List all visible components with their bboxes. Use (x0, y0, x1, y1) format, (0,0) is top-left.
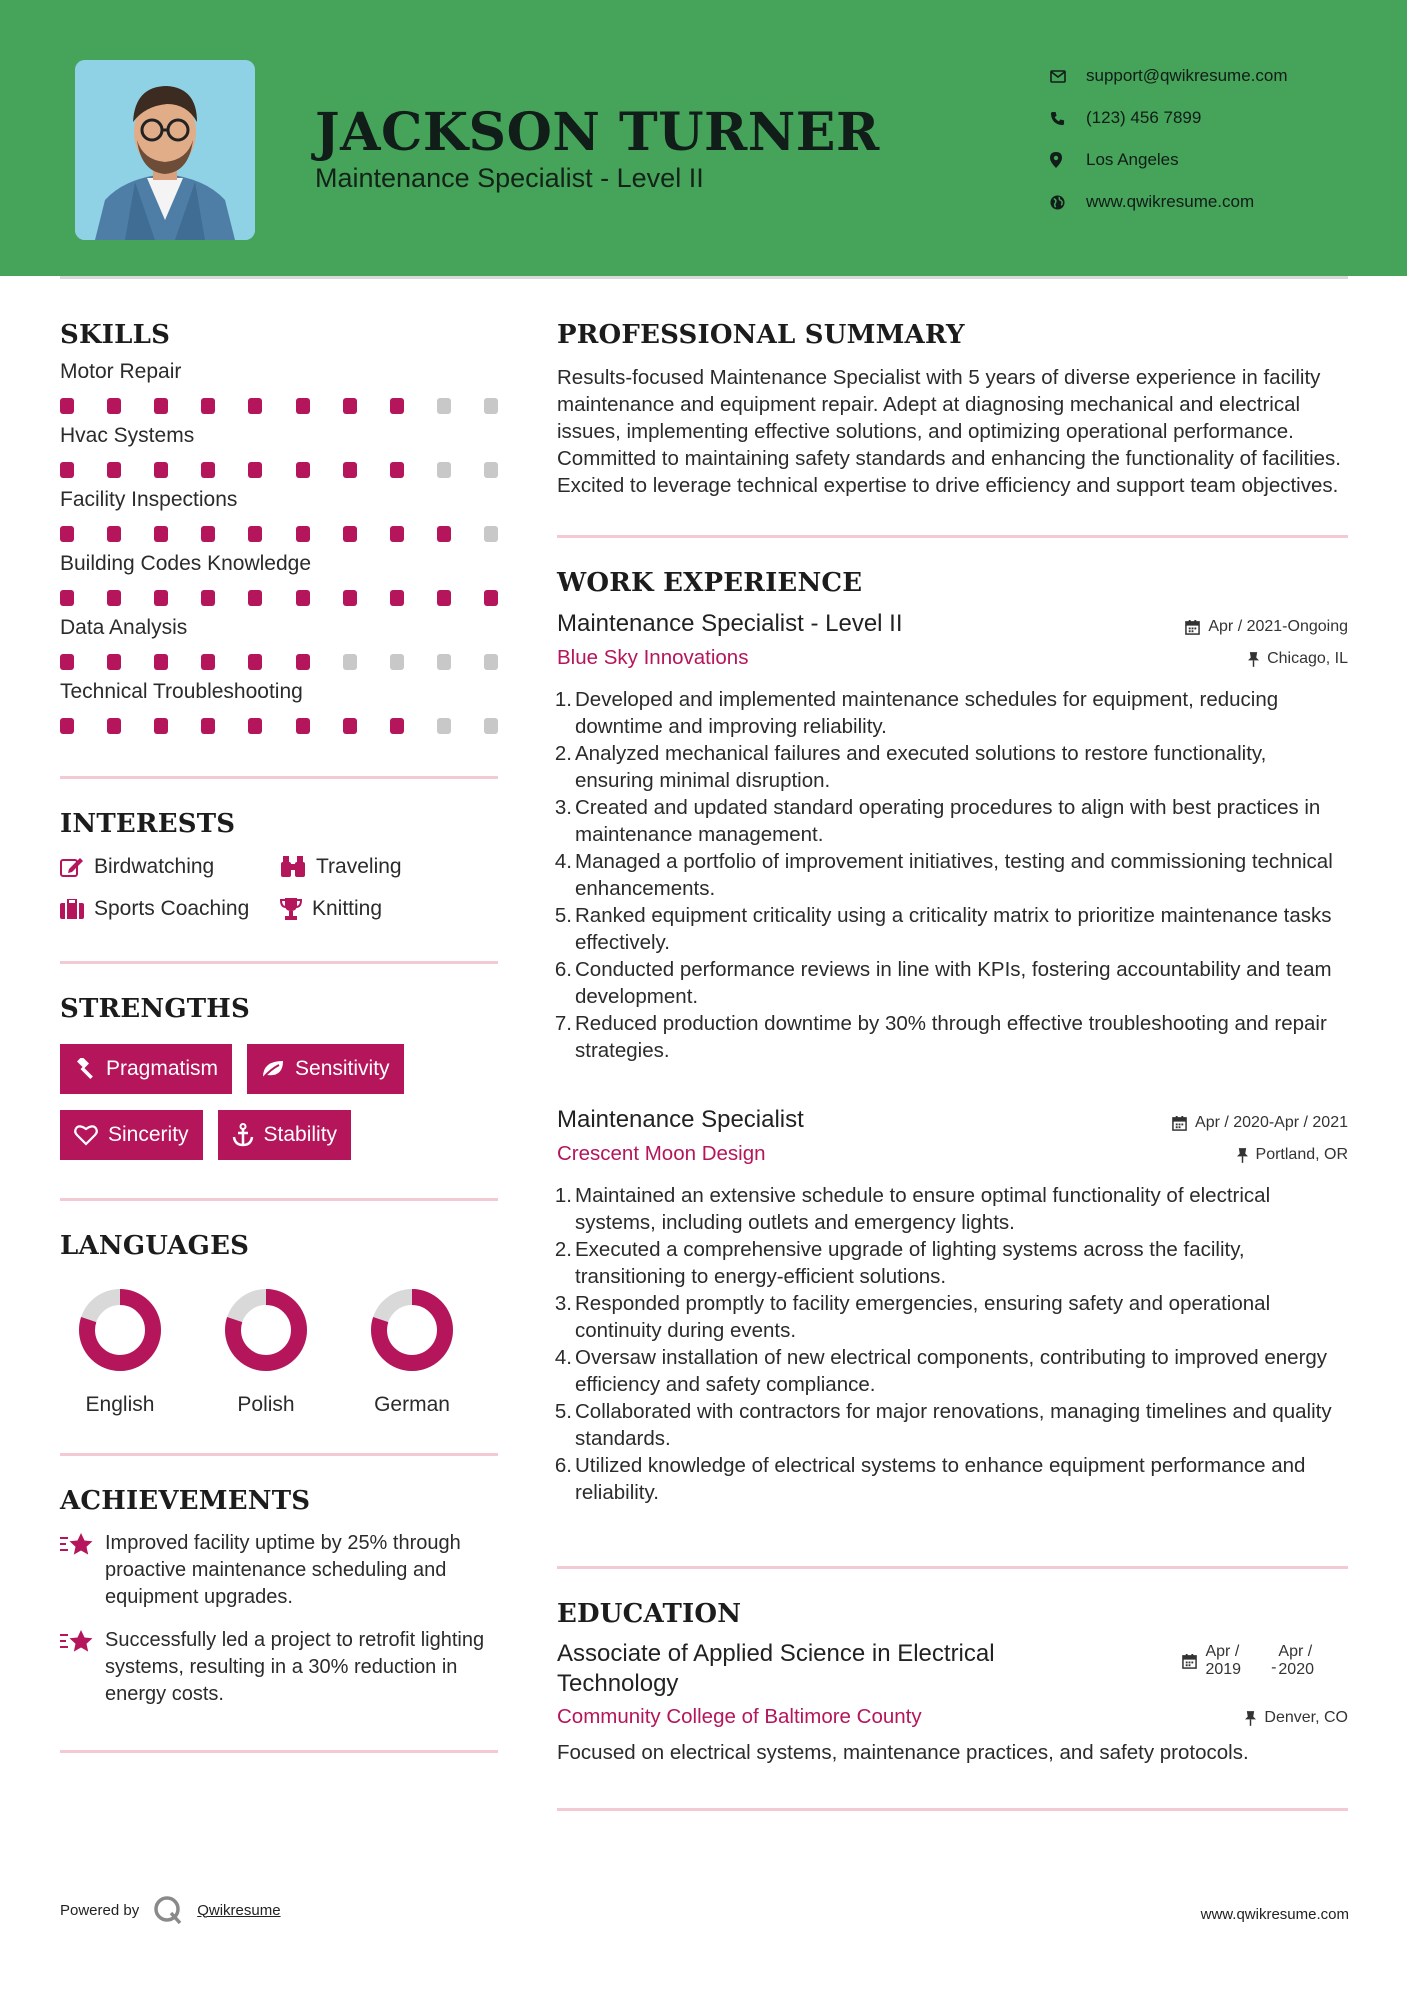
briefcase-icon (60, 899, 84, 919)
rating-dot (248, 398, 262, 414)
achievements-title: ACHIEVEMENTS (60, 1486, 311, 1516)
envelope-icon (1050, 70, 1086, 83)
achievement-text: Improved facility uptime by 25% through proactive maintenance scheduling and equipment upgrades. (105, 1532, 461, 1608)
interests-title: INTERESTS (60, 809, 236, 839)
rating-dot (60, 718, 74, 734)
rating-dot (437, 462, 451, 478)
skills-title: SKILLS (60, 320, 171, 350)
education-end-year: 2020 (1278, 1661, 1314, 1678)
job-bullet: Oversaw installation of new electrical components, contributing to improved energy efficiency and safety compliance. (575, 1346, 1328, 1396)
job-bullet: Responded promptly to facility emergencies, ensuring safety and operational continuity during events. (575, 1292, 1271, 1342)
education-entry (557, 1639, 1348, 1766)
strengths-title: STRENGTHS (60, 994, 251, 1024)
contact-website-text: www.qwikresume.com (1086, 192, 1255, 211)
footer-url[interactable]: www.qwikresume.com (1200, 1906, 1349, 1923)
language-item (65, 1287, 175, 1417)
section-divider (60, 1198, 498, 1201)
rating-dot (484, 462, 498, 478)
brand-link[interactable]: Qwikresume (197, 1901, 281, 1919)
education-start-year: 2019 (1205, 1661, 1242, 1678)
language-item (211, 1287, 321, 1417)
rating-dot (484, 526, 498, 542)
strength-label: Sensitivity (295, 1057, 390, 1080)
achievement-text: Successfully led a project to retrofit lighting systems, resulting in a 30% reduction in energy costs. (105, 1629, 485, 1705)
contact-list (1050, 55, 1288, 223)
rating-dot (390, 718, 404, 734)
job-entry (557, 610, 1348, 1064)
strength-label: Sincerity (108, 1123, 189, 1146)
interest-item (60, 897, 280, 921)
map-pin-icon (1050, 152, 1086, 168)
languages-list (60, 1287, 498, 1417)
footer-powered (60, 1895, 281, 1925)
contact-website[interactable] (1050, 181, 1288, 223)
rating-dot (107, 398, 121, 414)
language-label: English (85, 1393, 155, 1416)
language-donut (77, 1287, 163, 1373)
rating-dot (248, 526, 262, 542)
rating-dot (343, 462, 357, 478)
job-bullet: Conducted performance reviews in line with KPIs, fostering accountability and team development. (575, 958, 1332, 1008)
rating-dot (154, 718, 168, 734)
rating-dot (437, 654, 451, 670)
rating-dot (60, 526, 74, 542)
skill-rating (60, 526, 498, 542)
skill-name: Technical Troubleshooting (60, 680, 303, 703)
job-date-text: Apr / 2021-Ongoing (1208, 618, 1348, 635)
calendar-icon (1185, 620, 1200, 635)
rating-dot (484, 590, 498, 606)
interest-item (280, 897, 480, 921)
edit-icon (60, 857, 84, 877)
section-divider (60, 1750, 498, 1753)
skill-name: Data Analysis (60, 616, 188, 639)
rating-dot (201, 718, 215, 734)
strength-tag (60, 1044, 232, 1094)
job-location (1237, 1146, 1348, 1164)
language-label: Polish (237, 1393, 295, 1416)
rating-dot (107, 462, 121, 478)
phone-icon (1050, 111, 1086, 126)
languages-title: LANGUAGES (60, 1231, 250, 1261)
rating-dot (60, 462, 74, 478)
left-column (60, 320, 498, 1753)
rating-dot (437, 718, 451, 734)
achievement-item (60, 1627, 498, 1708)
rating-dot (343, 590, 357, 606)
rating-dot (296, 526, 310, 542)
job-bullet: Managed a portfolio of improvement initiatives, testing and commissioning technical enhancements. (575, 850, 1333, 900)
rating-dot (201, 526, 215, 542)
section-divider (557, 1808, 1348, 1811)
skill-rating (60, 398, 498, 414)
rating-dot (201, 654, 215, 670)
anchor-icon (232, 1123, 254, 1147)
interest-label: Birdwatching (94, 855, 215, 878)
rating-dot (296, 462, 310, 478)
language-label: German (374, 1393, 450, 1416)
language-item (357, 1287, 467, 1417)
gavel-icon (74, 1058, 96, 1080)
rating-dot (484, 718, 498, 734)
skill-rating (60, 654, 498, 670)
company-name: Crescent Moon Design (557, 1142, 766, 1165)
rating-dot (154, 526, 168, 542)
rating-dot (437, 398, 451, 414)
rating-dot (296, 590, 310, 606)
education-end-month: Apr / (1278, 1643, 1313, 1660)
job-bullet: Analyzed mechanical failures and executed solutions to restore functionality, ensuring minimal disruption. (575, 742, 1267, 792)
education-date (1182, 1643, 1314, 1679)
rating-dot (60, 398, 74, 414)
interests-list (60, 855, 498, 921)
contact-phone-text: (123) 456 7899 (1086, 108, 1202, 127)
skill-rating (60, 590, 498, 606)
rating-dot (60, 654, 74, 670)
calendar-icon (1182, 1654, 1197, 1669)
degree-title: Associate of Applied Science in Electrical Technology (557, 1640, 995, 1697)
rating-dot (343, 398, 357, 414)
contact-phone[interactable] (1050, 97, 1288, 139)
rating-dot (484, 654, 498, 670)
rating-dot (343, 654, 357, 670)
job-date-text: Apr / 2020-Apr / 2021 (1195, 1114, 1348, 1131)
rating-dot (390, 590, 404, 606)
rating-dot (390, 462, 404, 478)
job-bullet: Created and updated standard operating procedures to align with best practices in maintenance management. (575, 796, 1321, 846)
rating-dot (390, 398, 404, 414)
rating-dot (390, 526, 404, 542)
rating-dot (107, 654, 121, 670)
job-bullet: Utilized knowledge of electrical systems to enhance equipment performance and reliability. (575, 1454, 1306, 1504)
job-bullet: Collaborated with contractors for major renovations, managing timelines and quality standards. (575, 1400, 1332, 1450)
rating-dot (154, 654, 168, 670)
job-bullet: Developed and implemented maintenance schedules for equipment, reducing downtime and improving reliability. (575, 688, 1279, 738)
rating-dot (201, 462, 215, 478)
strength-tag (247, 1044, 404, 1094)
rating-dot (248, 718, 262, 734)
interest-label: Sports Coaching (94, 897, 250, 920)
rating-dot (248, 654, 262, 670)
heart-icon (74, 1124, 98, 1146)
rating-dot (437, 526, 451, 542)
job-bullet: Ranked equipment criticality using a criticality matrix to prioritize maintenance tasks effectively. (575, 904, 1332, 954)
job-title: Maintenance Specialist (557, 1106, 804, 1133)
interest-label: Traveling (316, 855, 402, 878)
skill-name: Building Codes Knowledge (60, 552, 312, 575)
strength-label: Pragmatism (106, 1057, 219, 1080)
job-location-text: Chicago, IL (1267, 650, 1348, 667)
rating-dot (248, 462, 262, 478)
pushpin-icon (1237, 1148, 1248, 1163)
job-date (1185, 618, 1348, 636)
rating-dot (296, 718, 310, 734)
job-date (1172, 1114, 1348, 1132)
header-divider (60, 276, 1348, 279)
skills-list (60, 360, 498, 734)
strength-tag (218, 1110, 352, 1160)
qwikresume-logo-icon (153, 1895, 183, 1925)
strengths-list (60, 1044, 498, 1160)
rating-dot (107, 590, 121, 606)
rating-dot (343, 526, 357, 542)
rating-dot (248, 590, 262, 606)
job-location (1248, 650, 1348, 668)
section-divider (60, 776, 498, 779)
achievement-item (60, 1530, 498, 1611)
header-banner (0, 0, 1407, 276)
skill-name: Hvac Systems (60, 424, 195, 447)
leaf-icon (261, 1059, 285, 1079)
rating-dot (154, 590, 168, 606)
interest-label: Knitting (312, 897, 383, 920)
rating-dot (296, 398, 310, 414)
binoculars-icon (280, 856, 306, 878)
pushpin-icon (1245, 1711, 1256, 1726)
profile-photo (75, 60, 255, 240)
rating-dot (437, 590, 451, 606)
pushpin-icon (1248, 652, 1259, 667)
rating-dot (60, 590, 74, 606)
rating-dot (343, 718, 357, 734)
section-divider (557, 535, 1348, 538)
job-bullet: Maintained an extensive schedule to ensure optimal functionality of electrical systems, including outlets and emergency lights. (575, 1184, 1271, 1234)
job-title: Maintenance Specialist - Level II (557, 610, 903, 637)
education-date-separator: - (1271, 1659, 1277, 1676)
education-title: EDUCATION (557, 1599, 742, 1629)
language-donut (223, 1287, 309, 1373)
globe-icon (1050, 195, 1086, 210)
rating-dot (484, 398, 498, 414)
skill-name: Facility Inspections (60, 488, 238, 511)
rating-dot (390, 654, 404, 670)
rating-dot (296, 654, 310, 670)
rating-dot (201, 590, 215, 606)
interest-item (60, 855, 280, 879)
education-description: Focused on electrical systems, maintenance practices, and safety protocols. (557, 1741, 1249, 1764)
powered-by-label: Powered by (60, 1901, 140, 1919)
job-bullet: Reduced production downtime by 30% through effective troubleshooting and repair strategies. (575, 1012, 1327, 1062)
job-bullets (557, 686, 1348, 1064)
skill-rating (60, 718, 498, 734)
experience-title: WORK EXPERIENCE (557, 568, 863, 598)
job-bullet: Executed a comprehensive upgrade of lighting systems across the facility, transitioning to energy-efficient solutions. (575, 1238, 1245, 1288)
trophy-icon (280, 898, 302, 920)
rating-dot (154, 398, 168, 414)
rating-dot (201, 398, 215, 414)
summary-title: PROFESSIONAL SUMMARY (557, 320, 965, 350)
strength-tag (60, 1110, 203, 1160)
school-name: Community College of Baltimore County (557, 1705, 922, 1728)
education-location (1245, 1709, 1348, 1727)
contact-email[interactable] (1050, 55, 1288, 97)
summary-text: Results-focused Maintenance Specialist with 5 years of diverse experience in facility maintenance and equipment repair. Adept at diagnosing mechanical and electrical issues, implementing effective solutions, and optimizing operational performance. Committed to maintaining safety standards and enhancing the functionality of facilities. Excited to leverage technical expertise to drive efficiency and support team objectives. (557, 366, 1341, 497)
job-location-text: Portland, OR (1255, 1146, 1348, 1163)
section-divider (557, 1566, 1348, 1569)
contact-location (1050, 139, 1288, 181)
job-entry (557, 1106, 1348, 1506)
rating-dot (107, 718, 121, 734)
education-start-month: Apr / (1205, 1643, 1240, 1660)
company-name: Blue Sky Innovations (557, 646, 749, 669)
calendar-icon (1172, 1116, 1187, 1131)
star-badge-icon (60, 1530, 105, 1611)
section-divider (60, 961, 498, 964)
education-location-text: Denver, CO (1264, 1709, 1348, 1726)
rating-dot (154, 462, 168, 478)
rating-dot (107, 526, 121, 542)
star-badge-icon (60, 1627, 105, 1708)
skill-rating (60, 462, 498, 478)
language-donut (369, 1287, 455, 1373)
right-column (557, 320, 1348, 1811)
candidate-role: Maintenance Specialist - Level II (315, 163, 704, 193)
interest-item (280, 855, 480, 879)
contact-email-text: support@qwikresume.com (1086, 66, 1288, 85)
job-bullets (557, 1182, 1348, 1506)
contact-location-text: Los Angeles (1086, 150, 1179, 169)
candidate-name: JACKSON TURNER (315, 102, 880, 163)
skill-name: Motor Repair (60, 360, 182, 383)
strength-label: Stability (263, 1123, 338, 1146)
section-divider (60, 1453, 498, 1456)
